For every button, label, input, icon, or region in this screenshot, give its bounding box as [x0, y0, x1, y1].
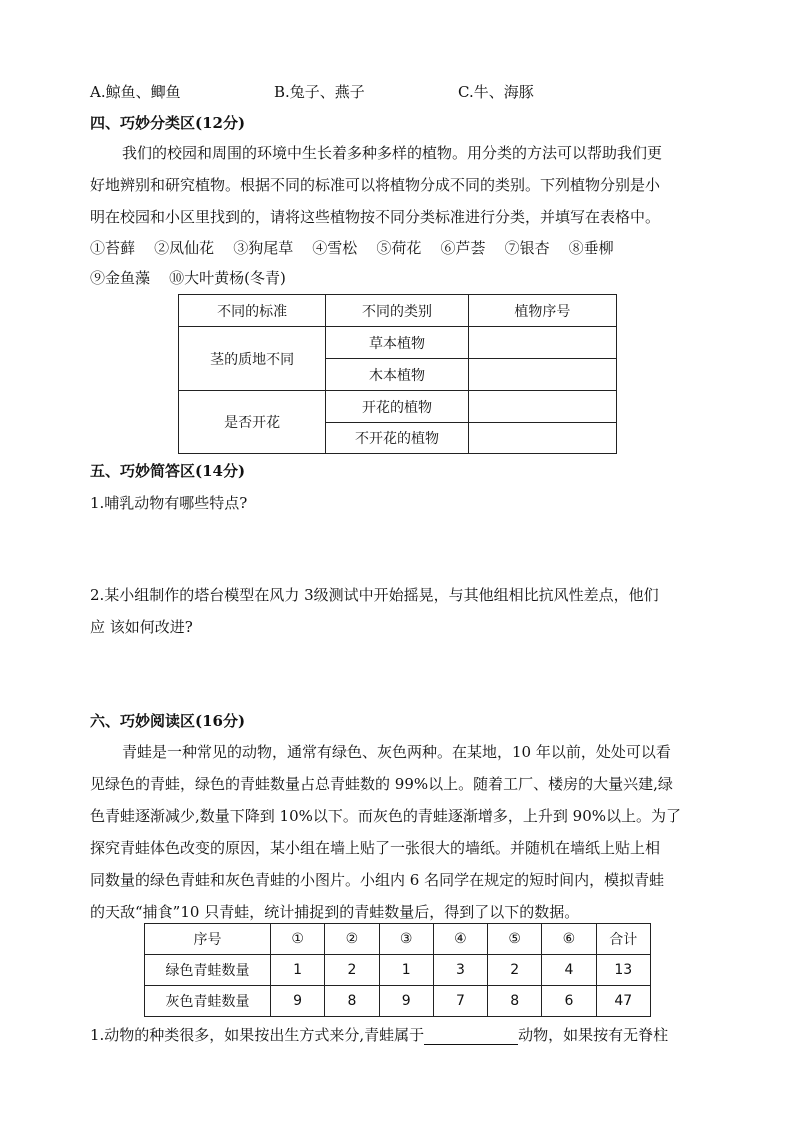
paragraph-line: 探究青蛙体色改变的原因，某小组在墙上贴了一张很大的墙纸。并随机在墙纸上贴上相 — [90, 839, 661, 857]
table-cell: 13 — [596, 955, 650, 986]
paragraph-line: 好地辨别和研究植物。根据不同的标准可以将植物分成不同的类别。下列植物分别是小 — [90, 176, 661, 194]
answer-blank[interactable] — [424, 1028, 518, 1045]
plant-list-1 — [90, 238, 614, 258]
paragraph-line: 同数量的绿色青蛙和灰色青蛙的小图片。小组内 6 名同学在规定的短时间内，模拟青蛙 — [90, 871, 665, 889]
question-6-1 — [90, 1025, 668, 1045]
plant-item: ④雪松 — [312, 239, 358, 257]
question-text: 动物，如果按有无脊柱 — [518, 1026, 669, 1044]
section6-paragraph — [90, 741, 705, 931]
category-cell: 不开花的植物 — [326, 423, 468, 454]
table-cell: 4 — [542, 955, 596, 986]
category-cell: 木本植物 — [326, 359, 468, 391]
section6-title: 六、巧妙阅读区(16分) — [90, 712, 246, 730]
standard-cell: 茎的质地不同 — [179, 327, 326, 391]
option-a: A.鲸鱼、鲫鱼 — [90, 83, 181, 101]
table-cell: 9 — [271, 986, 325, 1017]
table-cell: 47 — [596, 986, 650, 1017]
classification-table — [178, 294, 617, 454]
table-header-row — [179, 295, 617, 327]
table-row — [179, 391, 617, 423]
table-row — [145, 986, 651, 1017]
plant-item: ⑨金鱼藻 — [90, 269, 151, 287]
row-label: 绿色青蛙数量 — [145, 955, 271, 986]
table-cell: 2 — [325, 955, 379, 986]
paragraph-line: 我们的校园和周围的环境中生长着多种多样的植物。用分类的方法可以帮助我们更 — [122, 144, 663, 162]
question-5-2-line2: 应 该如何改进? — [90, 618, 193, 636]
table-header: 植物序号 — [468, 295, 616, 327]
table-header: ⑥ — [542, 924, 596, 955]
paragraph-line: 色青蛙逐渐减少,数量下降到 10%以下。而灰色的青蛙逐渐增多，上升到 90%以上。为了 — [90, 807, 681, 825]
question-text: 1.动物的种类很多，如果按出生方式来分,青蛙属于 — [90, 1026, 425, 1044]
table-cell: 3 — [433, 955, 487, 986]
table-cell: 7 — [433, 986, 487, 1017]
table-cell: 1 — [379, 955, 433, 986]
paragraph-line: 的天敌“捕食”10 只青蛙，统计捕捉到的青蛙数量后，得到了以下的数据。 — [90, 903, 580, 921]
section5-title: 五、巧妙简答区(14分) — [90, 462, 246, 480]
paragraph-line: 见绿色的青蛙，绿色的青蛙数量占总青蛙数的 99%以上。随着工厂、楼房的大量兴建,绿 — [90, 775, 673, 793]
table-header: 序号 — [145, 924, 271, 955]
table-header: ③ — [379, 924, 433, 955]
table-cell: 6 — [542, 986, 596, 1017]
table-header: ① — [271, 924, 325, 955]
table-row — [179, 327, 617, 359]
table-cell: 1 — [271, 955, 325, 986]
plant-item: ⑧垂柳 — [568, 239, 614, 257]
row-label: 灰色青蛙数量 — [145, 986, 271, 1017]
answer-cell[interactable] — [468, 423, 616, 454]
table-row — [145, 955, 651, 986]
table-cell: 9 — [379, 986, 433, 1017]
plant-list-2 — [90, 268, 286, 288]
table-cell: 8 — [325, 986, 379, 1017]
option-b: B.兔子、燕子 — [274, 83, 365, 101]
paragraph-line: 明在校园和小区里找到的，请将这些植物按不同分类标准进行分类，并填写在表格中。 — [90, 208, 661, 226]
frog-data-table — [144, 923, 651, 1017]
answer-cell[interactable] — [468, 327, 616, 359]
question-5-1: 1.哺乳动物有哪些特点? — [90, 494, 248, 512]
answer-cell[interactable] — [468, 359, 616, 391]
standard-cell: 是否开花 — [179, 391, 326, 454]
table-cell: 8 — [488, 986, 542, 1017]
answer-cell[interactable] — [468, 391, 616, 423]
category-cell: 开花的植物 — [326, 391, 468, 423]
table-header: 合计 — [596, 924, 650, 955]
category-cell: 草本植物 — [326, 327, 468, 359]
table-header-row — [145, 924, 651, 955]
plant-item: ③狗尾草 — [233, 239, 294, 257]
question-5-2-line1: 2.某小组制作的塔台模型在风力 3级测试中开始摇晃，与其他组相比抗风性差点，他们 — [90, 586, 659, 604]
plant-item: ⑦银杏 — [504, 239, 550, 257]
option-c: C.牛、海豚 — [458, 83, 534, 101]
plant-item: ⑤荷花 — [376, 239, 422, 257]
section4-title: 四、巧妙分类区(12分) — [90, 114, 246, 132]
table-cell: 2 — [488, 955, 542, 986]
section4-paragraph — [90, 142, 705, 232]
plant-item: ⑩大叶黄杨(冬青) — [169, 269, 286, 287]
table-header: ② — [325, 924, 379, 955]
table-header: ④ — [433, 924, 487, 955]
table-header: 不同的类别 — [326, 295, 468, 327]
plant-item: ⑥芦荟 — [440, 239, 486, 257]
table-header: ⑤ — [488, 924, 542, 955]
paragraph-line: 青蛙是一种常见的动物，通常有绿色、灰色两种。在某地，10 年以前，处处可以看 — [122, 743, 671, 761]
table-header: 不同的标准 — [179, 295, 326, 327]
plant-item: ①苔藓 — [90, 239, 136, 257]
plant-item: ②凤仙花 — [154, 239, 215, 257]
